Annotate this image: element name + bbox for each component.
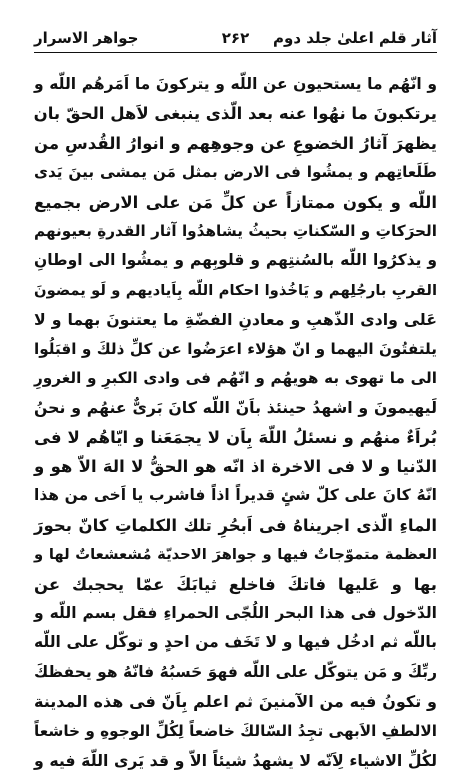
text-line: الالطفِ الاَبهى تجِدُ السّالكَ خاضعاً لِكُلِّ الوجوهِ و خاشعاً [34, 721, 437, 740]
text-line: الحرَكاتِ و السّكناتِ بحيثُ يشاهدُوا آثار القدرةِ بعيونهم [34, 221, 437, 240]
text-line: باللّه ثم ادخُل فيها و لا تَخَف من احدٍ و توكّل على اللّه [34, 633, 437, 652]
section-title: جواهر الاسرار [34, 29, 139, 47]
page-number: ۲۶۲ [221, 29, 250, 47]
text-line: و تكونُ فيه من الآمنينَ ثم اعلم بِاَنّ فى هذه المدينة [34, 692, 437, 712]
text-line: ربِّكَ و مَن يتوكّل على اللّه فهوَ حَسبُهُ فانّهُ هو يحفظكَ [34, 662, 437, 681]
book-title: آثار قلم اعلیٰ جلد دوم [273, 29, 437, 47]
text-line: طَلَعاتِهم و يمشُوا فى الارض بمثل مَن يمشى بينَ يَدى [34, 163, 437, 182]
text-line: القربِ بارجُلِهم و يَاخُذوا احكام اللّه بِاَياديهم و لَو يمضونَ [34, 281, 437, 299]
text-line: و يذكرُوا اللّه بالسُنتِهم و قلوبِهم و يمشُوا الى اوطانِ [34, 251, 437, 270]
text-line: لكُلِّ الاشياء لِاَنّه لا يشهدُ شيئاً الاّ و قد يَرى اللّهَ فيه و [34, 750, 437, 770]
text-line: العظمة متموّجاتٌ فيها و جواهرَ الاحديّة مُشعشعاتٌ لها و [34, 546, 437, 564]
body-text [34, 70, 437, 775]
text-line: الدّنيا و لا فى الاخرة اذ انّه هو الحقُّ لا الهَ الاّ هو و [34, 457, 437, 477]
text-line: عَلى وادى الذّهبِ و معادنِ الفضّةِ ما يعتنونَ بهما و لا [34, 310, 437, 330]
text-line: لَيهيمونَ و اشهدُ حينئذ باَنّ اللّه كانَ بَرىٌّ عنهُم و نحنُ [34, 398, 437, 418]
text-line: يرتكبونَ ما نهُوا عنه بعد الّذى ينبغى لاَهل الحقّ بان [33, 104, 437, 124]
text-line: الدّخول فى هذا البحر اللُجّى الحمراءِ فقل بسم اللّه و [34, 604, 437, 623]
text-line: يظهرَ آثارُ الخضوعِ عن وجوهِهم و انوارُ القُدسِ من [34, 133, 437, 153]
text-line: انّهُ كانَ على كلّ شئٍ قديراً اذاً فاشرب يا اَخى من هذا [34, 486, 437, 505]
text-line: بها و عَليها فاتكَ فاخلع ثيابَكَ عمّا يحجبك عن [34, 574, 437, 594]
text-line: يلتفتُونَ اليهما و انّ هؤلاء اعرَضُوا عن كلِّ ذلكَ و اقبَلُوا [34, 339, 437, 358]
text-line: بُراَءٌ منهُم و نسئلُ اللّهَ بِاَن لا يجمَعَنا و ايّاهُم لا فى [34, 427, 437, 447]
text-line: و انّهُم ما يستحيون عن اللّه و يتركونَ ما اَمَرهُم اللّه و [34, 75, 437, 93]
text-line: الماءِ الّذى اجريناهُ فى اَبحُرِ تلك الكلماتِ كانّ بحورَ [34, 515, 437, 535]
text-line: اللّه و يكون ممتازاً عن كلِّ مَن على الارض بجميع [34, 192, 437, 212]
text-line: الى ما تهوى به هويهُم و انّهُم فى وادى الكبرِ و الغرورِ [34, 368, 437, 387]
running-header [34, 26, 437, 50]
header-rule [34, 52, 437, 53]
